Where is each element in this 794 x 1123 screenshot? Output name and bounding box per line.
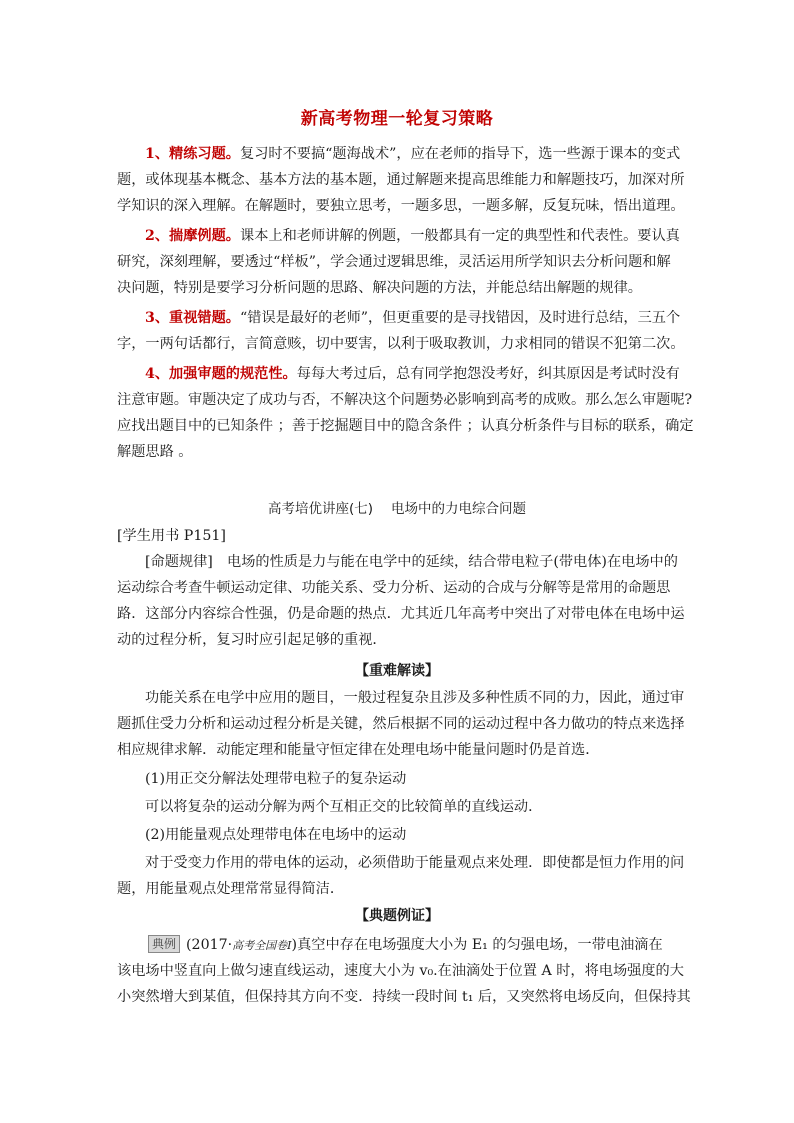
example-source: 高考全国卷Ⅰ: [232, 939, 292, 952]
lecture-number: 高考培优讲座(七): [267, 501, 374, 517]
strategy-text: 复习时不要搞“题海战术”，应在老师的指导下，选一些源于课本的变式: [240, 146, 681, 162]
method-text: 对于受变力作用的带电体的运动，必须借助于能量观点来处理．即使都是恒力作用的问: [145, 855, 685, 871]
strategy-text: 课本上和老师讲解的例题，一般都具有一定的典型性和代表性。要认真: [240, 228, 680, 244]
method-text: 题，用能量观点处理常常显得简洁．: [117, 881, 345, 897]
example-text: )真空中存在电场强度大小为 E₁ 的匀强电场，一带电油滴在: [291, 937, 663, 953]
strategy-text: “错误是最好的老师”，但更重要的是寻找错因，及时进行总结，三五个: [240, 310, 681, 326]
analysis-text: 题抓住受力分析和运动过程分析是关键，然后根据不同的运动过程中各力做功的特点来选择: [117, 716, 685, 732]
strategy-lead: 2、揣摩例题。: [145, 228, 240, 244]
page-title: 新高考物理一轮复习策略: [300, 109, 494, 129]
book-reference: [学生用书 P151]: [117, 528, 226, 544]
analysis-text: 功能关系在电学中应用的题目，一般过程复杂且涉及多种性质不同的力，因此，通过审: [145, 690, 685, 706]
strategy-text: 注意审题。审题决定了成功与否，不解决这个问题势必影响到高考的成败。那么怎么审题呢?: [117, 392, 693, 408]
strategy-text: 题，或体现基本概念、基本方法的基本题，通过解题来提高思维能力和解题技巧，加深对所: [117, 172, 685, 188]
method-text: 可以将复杂的运动分解为两个互相正交的比较简单的直线运动．: [145, 799, 543, 815]
strategy-text: 研究，深刻理解，要透过“样板”，学会通过逻辑思维，灵活运用所学知识去分析问题和解: [117, 254, 671, 270]
rule-text: 动的过程分析，复习时应引起足够的重视．: [117, 632, 387, 648]
section-heading: 【重难解读】: [355, 663, 439, 679]
strategy-text: 决问题，特别是要学习分析问题的思路、解决问题的方法，并能总结出解题的规律。: [117, 280, 642, 296]
example-year: (2017·: [186, 937, 233, 953]
method-title: (1)用正交分解法处理带电粒子的复杂运动: [145, 771, 407, 787]
rule-text: 运动综合考查牛顿运动定律、功能关系、受力分析、运动的合成与分解等是常用的命题思: [117, 580, 671, 596]
method-title: (2)用能量观点处理带电体在电场中的运动: [145, 827, 407, 843]
strategy-text: 学知识的深入理解。在解题时，要独立思考，一题多思，一题多解，反复玩味，悟出道理。: [117, 198, 685, 214]
strategy-lead: 4、加强审题的规范性。: [145, 366, 297, 382]
strategy-lead: 3、重视错题。: [145, 310, 240, 326]
strategy-text: 字，一两句话都行，言简意赅，切中要害，以利于吸取教训，力求相同的错误不犯第二次。: [117, 336, 685, 352]
rule-text: 路．这部分内容综合性强，仍是命题的热点．尤其近几年高考中突出了对带电体在电场中运: [117, 606, 685, 622]
strategy-lead: 1、精练习题。: [145, 146, 240, 162]
lecture-topic: 电场中的力电综合问题: [391, 501, 527, 517]
section-heading: 【典题例证】: [355, 908, 439, 924]
example-text: 小突然增大到某值，但保持其方向不变．持续一段时间 t₁ 后，又突然将电场反向，但保持其: [117, 989, 691, 1005]
rule-text: [命题规律] 电场的性质是力与能在电学中的延续，结合带电粒子(带电体)在电场中的: [145, 554, 678, 570]
strategy-text: 解题思路 。: [117, 444, 193, 460]
lecture-title: [0, 497, 794, 517]
example-badge: 典例: [148, 935, 180, 953]
analysis-text: 相应规律求解．动能定理和能量守恒定律在处理电场中能量问题时仍是首选．: [117, 742, 600, 758]
strategy-text: 应找出题目中的已知条件 ；善于挖掘题目中的隐含条件 ；认真分析条件与目标的联系，确定: [117, 418, 694, 434]
strategy-text: 每每大考过后，总有同学抱怨没考好，纠其原因是考试时没有: [296, 366, 680, 382]
example-text: 该电场中竖直向上做匀速直线运动，速度大小为 v₀.在油滴处于位置 A 时，将电场强度的大: [117, 963, 684, 979]
